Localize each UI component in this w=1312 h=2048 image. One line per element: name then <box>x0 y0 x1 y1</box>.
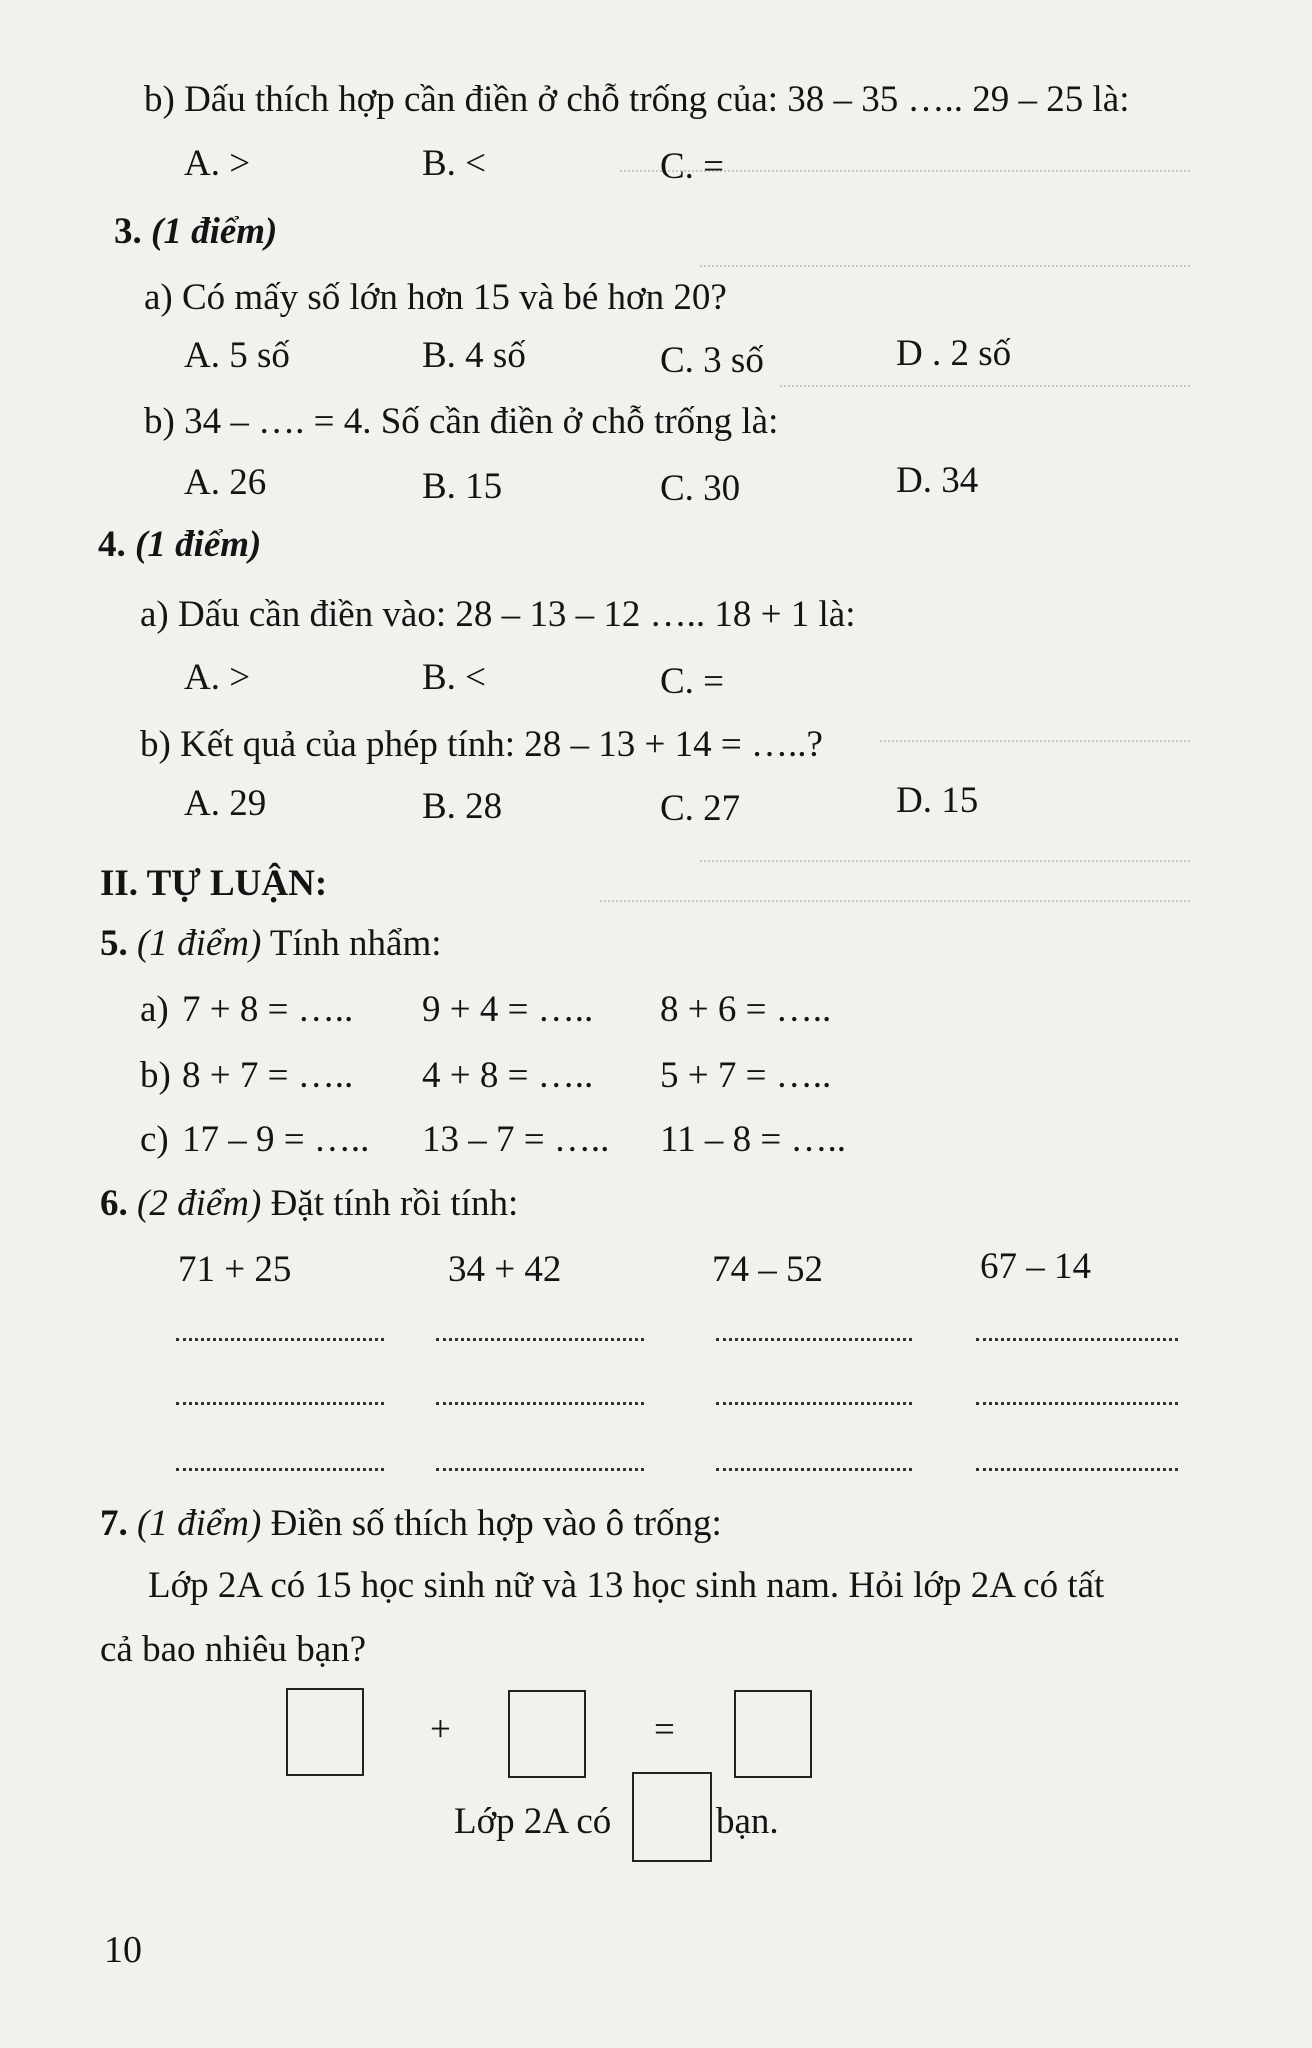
q7-box-boys[interactable] <box>508 1690 586 1778</box>
q6-answer-line[interactable] <box>436 1338 644 1341</box>
q5-heading <box>100 922 442 966</box>
q6-answer-line[interactable] <box>716 1402 912 1405</box>
section-title-essay: II. TỰ LUẬN: <box>100 863 328 904</box>
q5-item[interactable]: 8 + 7 = ….. <box>182 1055 354 1096</box>
q7-box-girls[interactable] <box>286 1688 364 1776</box>
q3a-stem: a) Có mấy số lớn hơn 15 và bé hơn 20? <box>144 277 727 318</box>
q5-row-label-b: b) <box>140 1055 171 1096</box>
q6-answer-line[interactable] <box>976 1402 1178 1405</box>
q5-item[interactable]: 8 + 6 = ….. <box>660 989 832 1030</box>
q5-row-label-a: a) <box>140 989 169 1030</box>
q6-answer-line[interactable] <box>436 1402 644 1405</box>
q3b-option-d[interactable]: D. 34 <box>896 460 979 501</box>
q5-item[interactable]: 17 – 9 = ….. <box>182 1119 370 1160</box>
q3b-option-a[interactable]: A. 26 <box>184 462 267 503</box>
q6-problem: 34 + 42 <box>448 1249 562 1290</box>
q6-answer-line[interactable] <box>176 1338 384 1341</box>
q6-answer-line[interactable] <box>176 1468 384 1471</box>
bleed-through-line <box>700 860 1190 862</box>
q4b-stem: b) Kết quả của phép tính: 28 – 13 + 14 = …..? <box>140 724 823 765</box>
q5-item[interactable]: 11 – 8 = ….. <box>660 1119 846 1160</box>
bleed-through-line <box>700 265 1190 267</box>
q6-problem: 74 – 52 <box>712 1249 823 1290</box>
q7-text-line2: cả bao nhiêu bạn? <box>100 1629 367 1670</box>
q4a-option-b[interactable]: B. < <box>422 657 487 698</box>
q5-item[interactable]: 13 – 7 = ….. <box>422 1119 610 1160</box>
q3b-option-c[interactable]: C. 30 <box>660 468 741 509</box>
q7-equals-sign: = <box>654 1709 675 1750</box>
q2b-option-a[interactable]: A. > <box>184 143 251 184</box>
q3a-option-a[interactable]: A. 5 số <box>184 335 290 376</box>
q3b-stem: b) 34 – …. = 4. Số cần điền ở chỗ trống là: <box>144 401 779 442</box>
q7-number: 7. <box>100 1503 128 1544</box>
q7-answer-prefix: Lớp 2A có <box>454 1801 612 1842</box>
q6-answer-line[interactable] <box>716 1338 912 1341</box>
q3-number: 3. <box>114 211 142 252</box>
q6-answer-line[interactable] <box>976 1338 1178 1341</box>
q6-answer-line[interactable] <box>976 1468 1178 1471</box>
q5-row-label-c: c) <box>140 1119 169 1160</box>
q2b-option-c[interactable]: C. = <box>660 146 725 187</box>
q2b-option-b[interactable]: B. < <box>422 143 487 184</box>
q5-points: (1 điểm) <box>137 923 262 964</box>
q6-title: Đặt tính rồi tính: <box>270 1183 519 1224</box>
q4b-option-d[interactable]: D. 15 <box>896 780 979 821</box>
q7-text-line1: Lớp 2A có 15 học sinh nữ và 13 học sinh nam. Hỏi lớp 2A có tất <box>148 1565 1105 1606</box>
q7-points: (1 điểm) <box>137 1503 262 1544</box>
page-number: 10 <box>104 1929 142 1971</box>
q5-item[interactable]: 7 + 8 = ….. <box>182 989 354 1030</box>
q6-number: 6. <box>100 1183 128 1224</box>
q2b-stem: b) Dấu thích hợp cần điền ở chỗ trống của: 38 – 35 ….. 29 – 25 là: <box>144 79 1130 120</box>
q5-item[interactable]: 9 + 4 = ….. <box>422 989 594 1030</box>
q4b-option-a[interactable]: A. 29 <box>184 783 267 824</box>
q6-answer-line[interactable] <box>716 1468 912 1471</box>
q4b-option-b[interactable]: B. 28 <box>422 786 503 827</box>
q4-points: (1 điểm) <box>135 524 262 565</box>
q3a-option-b[interactable]: B. 4 số <box>422 335 526 376</box>
q4a-option-c[interactable]: C. = <box>660 661 725 702</box>
q3a-option-c[interactable]: C. 3 số <box>660 340 764 381</box>
q6-problem: 67 – 14 <box>980 1246 1091 1287</box>
q3-points: (1 điểm) <box>151 211 278 252</box>
q7-answer-box[interactable] <box>632 1772 712 1862</box>
q6-heading <box>100 1182 518 1226</box>
q4a-stem: a) Dấu cần điền vào: 28 – 13 – 12 ….. 18 + 1 là: <box>140 594 856 635</box>
q7-box-total[interactable] <box>734 1690 812 1778</box>
q4-number: 4. <box>98 524 126 565</box>
q7-answer-suffix: bạn. <box>716 1801 779 1842</box>
bleed-through-line <box>600 900 1190 902</box>
q4a-option-a[interactable]: A. > <box>184 657 251 698</box>
q5-title: Tính nhẩm: <box>269 923 442 964</box>
bleed-through-line <box>880 740 1190 742</box>
q7-heading <box>100 1502 722 1546</box>
q7-plus-sign: + <box>430 1709 451 1750</box>
q3a-option-d[interactable]: D . 2 số <box>896 333 1012 374</box>
q3b-option-b[interactable]: B. 15 <box>422 466 503 507</box>
q6-problem: 71 + 25 <box>178 1249 292 1290</box>
q4-heading <box>98 523 261 567</box>
q6-answer-line[interactable] <box>436 1468 644 1471</box>
q4b-option-c[interactable]: C. 27 <box>660 788 741 829</box>
bleed-through-line <box>780 385 1190 387</box>
q6-points: (2 điểm) <box>137 1183 262 1224</box>
q7-title: Điền số thích hợp vào ô trống: <box>270 1503 722 1544</box>
q5-item[interactable]: 5 + 7 = ….. <box>660 1055 832 1096</box>
q3-heading <box>114 210 277 254</box>
q5-number: 5. <box>100 923 128 964</box>
q6-answer-line[interactable] <box>176 1402 384 1405</box>
q5-item[interactable]: 4 + 8 = ….. <box>422 1055 594 1096</box>
